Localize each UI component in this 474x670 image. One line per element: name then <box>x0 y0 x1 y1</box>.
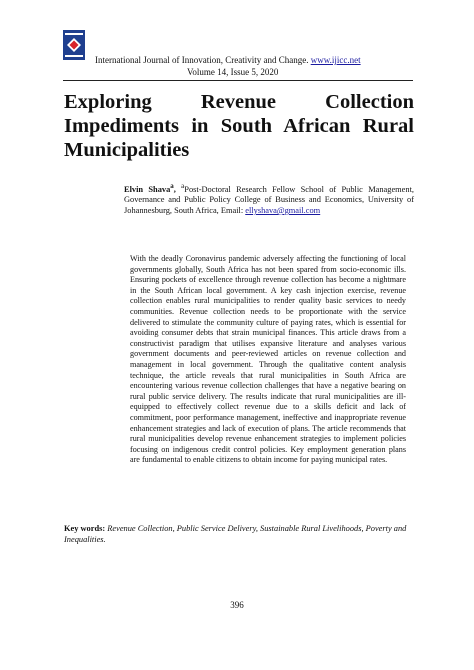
keywords-block <box>64 523 414 545</box>
journal-url-link[interactable]: www.ijicc.net <box>310 55 361 65</box>
author-block: Elvin Shava$^a$, $^a$Post-Doctoral Research Fellow School of Public Management, Governance and Public Policy College of Business and Economics, University of Johannesburg, South Africa, Email: ellyshava@gmail.com <box>124 182 415 215</box>
affiliation-marker: a <box>181 182 185 190</box>
keywords-text: Revenue Collection, Public Service Delivery, Sustainable Rural Livelihoods, Poverty and Inequalities. <box>64 524 407 544</box>
author-name: Elvin Shava <box>124 184 171 194</box>
volume-issue: Volume 14, Issue 5, 2020 <box>187 67 279 77</box>
journal-header <box>95 55 361 66</box>
journal-logo <box>63 30 85 60</box>
author-superscript: a <box>170 182 174 190</box>
header-divider <box>63 80 413 81</box>
page-number: 396 <box>230 600 244 610</box>
journal-name: International Journal of Innovation, Creativity and Change. <box>95 55 309 65</box>
author-affiliation: Post-Doctoral Research Fellow School of Public Management, Governance and Public Policy College of Business and Economics, University of Johannesburg, South Africa, Email: <box>124 184 415 215</box>
author-email-link[interactable]: ellyshava@gmail.com <box>245 205 321 215</box>
abstract-text: With the deadly Coronavirus pandemic adversely affecting the functioning of local governments globally, South Africa has not been spared from socio-economic ills. Ensuring pockets of excellence through revenue collection has become a nightmare in the South African local government. A key cash injection exercise, revenue collection enables rural municipalities to render quality basic services to needy communities. Revenue collection needs to be proportionate with the service delivered to stimulate the community culture of paying rates, which is essential for avoiding consumer debts that strain municipal finances. This article draws from a constructivist paradigm that utilises expansive literature and analyses various government documents and peer-reviewed articles on revenue collection and management in local government. Through the qualitative content analysis technique, the article reveals that rural municipalities in South Africa are encountering various revenue collection challenges that have a negative bearing on rural public service delivery. The results indicate that rural municipalities are ill-equipped to effectively collect revenue due to a skills deficit and lack of commitment, poor performance management, ineffective and inappropriate revenue enhancement strategies and lack of execution of plans. The article recommends that rural municipalities develop revenue enhancement strategies to implement policies focusing on indigenous credit control policies. Key employment generation plans are fundamental to enable citizens to obtain income for paying municipal rates. <box>130 254 406 465</box>
keywords-label: Key words: <box>64 524 106 533</box>
article-title: Exploring Revenue Collection Impediments in South African Rural Municipalities <box>64 91 414 161</box>
